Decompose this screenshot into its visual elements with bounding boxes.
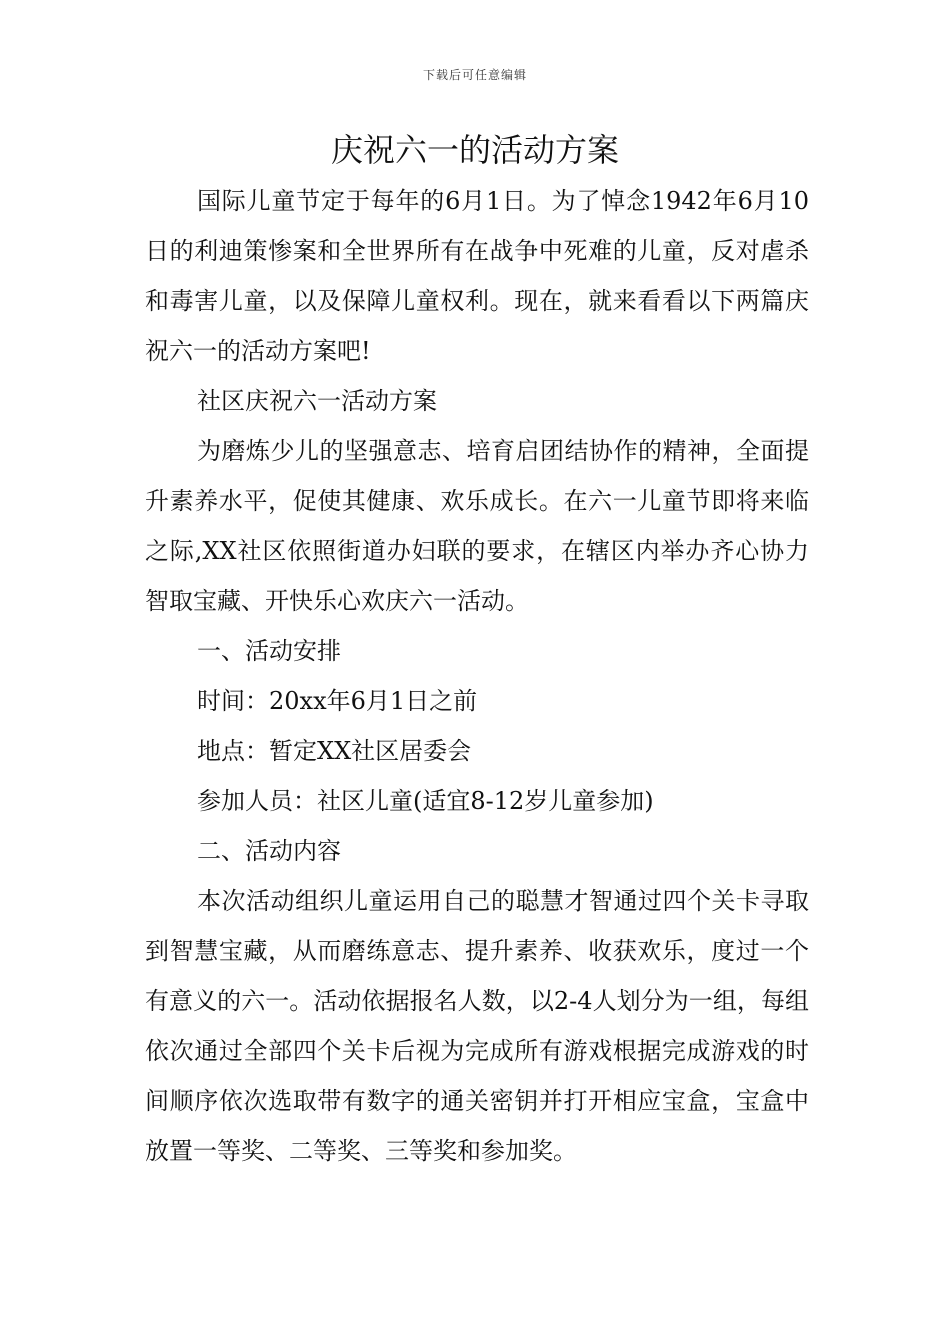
content-paragraph: 本次活动组织儿童运用自己的聪慧才智通过四个关卡寻取到智慧宝藏，从而磨练意志、提升素养、收获欢乐，度过一个有意义的六一。活动依据报名人数，以2-4人划分为一组，每组依次通过全部四个关卡后视为完成所有游戏根据完成游戏的时间顺序依次选取带有数字的通关密钥并打开相应宝盒，宝盒中放置一等奖、二等奖、三等奖和参加奖。 [145, 887, 809, 1165]
time-line: 时间：20xx年6月1日之前 [197, 687, 478, 715]
participants-line: 参加人员：社区儿童(适宜8-12岁儿童参加) [197, 787, 654, 815]
document-body [145, 176, 809, 1176]
document-title: 庆祝六一的活动方案 [330, 131, 619, 169]
location-line: 地点：暂定XX社区居委会 [197, 737, 472, 765]
subsection-heading-arrangement: 一、活动安排 [197, 637, 341, 665]
intro-paragraph: 国际儿童节定于每年的6月1日。为了悼念1942年6月10日的利迪策惨案和全世界所有在战争中死难的儿童，反对虐杀和毒害儿童，以及保障儿童权利。现在，就来看看以下两篇庆祝六一的活动方案吧! [145, 187, 809, 365]
purpose-paragraph: 为磨炼少儿的坚强意志、培育启团结协作的精神，全面提升素养水平，促使其健康、欢乐成长。在六一儿童节即将来临之际,XX社区依照街道办妇联的要求，在辖区内举办齐心协力智取宝藏、开快乐心欢庆六一活动。 [145, 437, 809, 615]
subsection-heading-content: 二、活动内容 [197, 837, 341, 865]
header-note: 下载后可任意编辑 [422, 68, 527, 82]
section-heading: 社区庆祝六一活动方案 [197, 387, 437, 415]
